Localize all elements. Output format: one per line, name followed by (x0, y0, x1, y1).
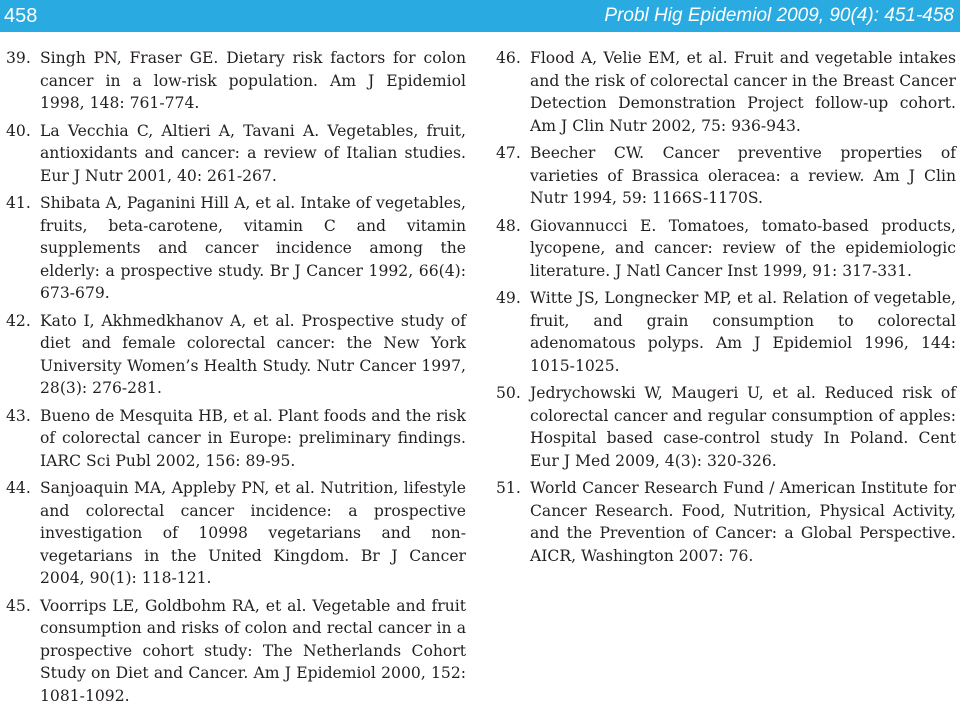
journal-citation: Probl Hig Epidemiol 2009, 90(4): 451-458 (604, 5, 954, 26)
reference-text: Giovannucci E. Tomatoes, tomato-based products, lycopene, and cancer: review of the epidemiologic literature. J Natl Cancer Inst 1999, 91: 317-331. (530, 216, 956, 280)
reference-number: 43. (6, 406, 31, 425)
reference-text: Voorrips LE, Goldbohm RA, et al. Vegetable and fruit consumption and risks of colon and rectal cancer in a prospective cohort study: The Netherlands Cohort Study on Diet and Cancer. Am J Epidemiol 2000, 152: 1081-1092. (40, 596, 466, 705)
reference-item (6, 477, 466, 590)
reference-item (6, 120, 466, 188)
reference-number: 45. (6, 596, 31, 615)
reference-number: 51. (496, 479, 521, 497)
reference-text: Beecher CW. Cancer preventive properties of varieties of Brassica oleracea: a review. Am J Clin Nutr 1994, 59: 1166S-1170S. (530, 144, 956, 207)
reference-text: Flood A, Velie EM, et al. Fruit and vegetable intakes and the risk of colorectal cancer in the Breast Cancer Detection Demonstration Project follow-up cohort. Am J Clin Nutr 2002, 75: 936-943. (530, 49, 956, 135)
references-right-column (496, 47, 956, 572)
reference-number: 49. (496, 289, 521, 307)
reference-number: 47. (496, 144, 521, 162)
page-header (0, 0, 960, 32)
reference-text: Bueno de Mesquita HB, et al. Plant foods and the risk of colorectal cancer in Europe: preliminary findings. IARC Sci Publ 2002, 156: 89-95. (40, 406, 466, 470)
reference-number: 44. (6, 479, 31, 497)
reference-item (6, 595, 466, 708)
reference-text: Singh PN, Fraser GE. Dietary risk factors for colon cancer in a low-risk population. Am J Epidemiol 1998, 148: 761-774. (40, 49, 466, 112)
reference-number: 40. (6, 121, 31, 140)
reference-number: 42. (6, 311, 31, 330)
reference-text: Jedrychowski W, Maugeri U, et al. Reduced risk of colorectal cancer and regular consumption of apples: Hospital based case-control study In Poland. Cent Eur J Med 2009, 4(3): 320-326. (530, 384, 956, 470)
reference-item (496, 382, 956, 472)
reference-item (496, 287, 956, 377)
reference-number: 41. (6, 194, 31, 212)
reference-item (496, 142, 956, 210)
reference-text: Shibata A, Paganini Hill A, et al. Intake of vegetables, fruits, beta-carotene, vitamin C and vitamin supplements and cancer incidence among the elderly: a prospective study. Br J Cancer 1992, 66(4): 673-679. (40, 194, 466, 302)
reference-text: World Cancer Research Fund / American Institute for Cancer Research. Food, Nutrition, Physical Activity, and the Prevention of Cancer: a Global Perspective. AICR, Washington 2007: 76. (530, 479, 956, 565)
page-number: 458 (4, 5, 38, 27)
reference-item (496, 477, 956, 567)
reference-number: 50. (496, 384, 521, 402)
reference-text: Sanjoaquin MA, Appleby PN, et al. Nutrition, lifestyle and colorectal cancer incidence: a prospective investigation of 10998 vegetarians and non-vegetarians in the United Kingdom. Br J Cancer 2004, 90(1): 118-121. (40, 479, 466, 587)
reference-item (6, 310, 466, 400)
reference-number: 48. (496, 216, 521, 235)
reference-item (496, 47, 956, 137)
reference-text: Witte JS, Longnecker MP, et al. Relation of vegetable, fruit, and grain consumption to colorectal adenomatous polyps. Am J Epidemiol 1996, 144: 1015-1025. (530, 289, 956, 375)
reference-text: La Vecchia C, Altieri A, Tavani A. Vegetables, fruit, antioxidants and cancer: a review of Italian studies. Eur J Nutr 2001, 40: 261-267. (40, 121, 466, 185)
reference-number: 46. (496, 49, 521, 67)
reference-item (496, 215, 956, 283)
reference-item (6, 47, 466, 115)
references-left-column (6, 47, 466, 712)
reference-item (6, 192, 466, 305)
reference-text: Kato I, Akhmedkhanov A, et al. Prospective study of diet and female colorectal cancer: the New York University Women’s Health Study. Nutr Cancer 1997, 28(3): 276-281. (40, 311, 466, 397)
reference-number: 39. (6, 49, 31, 67)
reference-item (6, 405, 466, 473)
